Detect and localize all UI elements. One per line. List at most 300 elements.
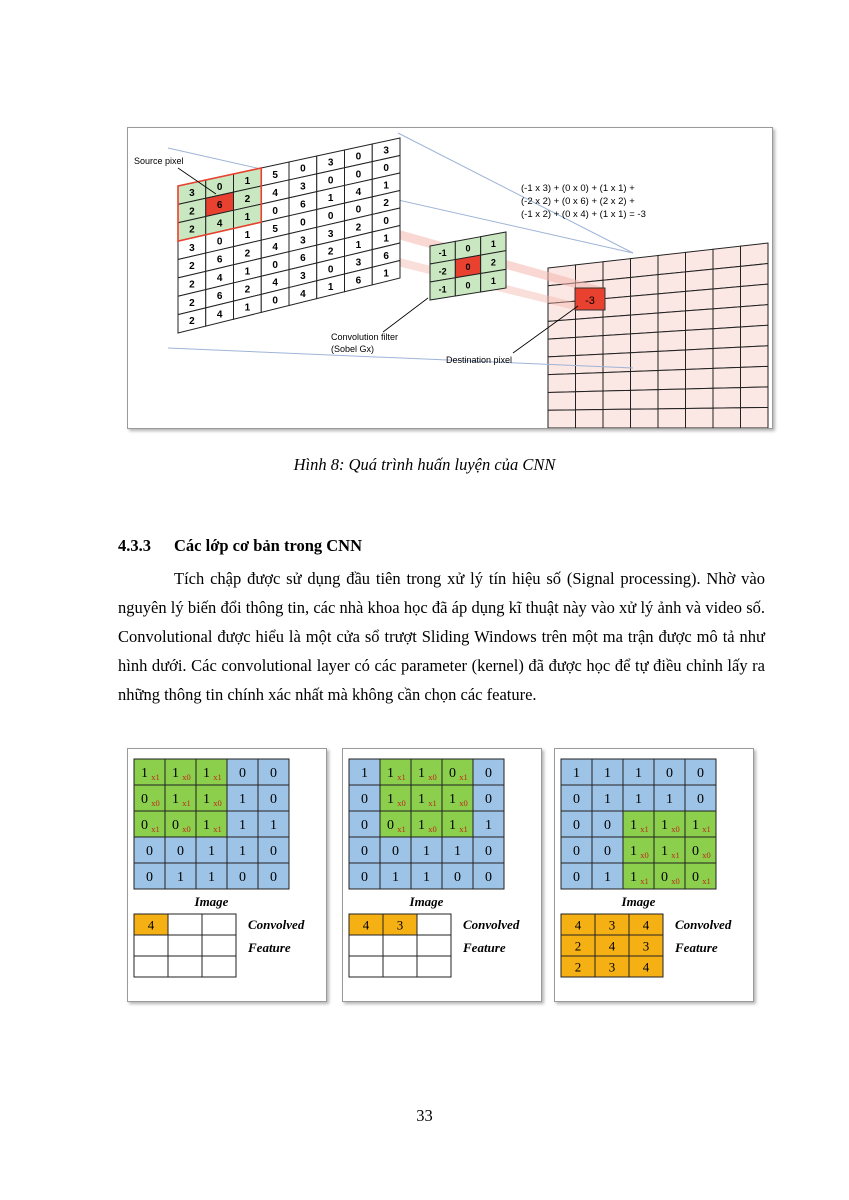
source-grid-value: 0 [383, 215, 389, 227]
source-grid-value: 5 [272, 169, 278, 181]
source-grid-value: 4 [216, 272, 223, 284]
image-matrix-cell [654, 811, 685, 837]
feature-value: 2 [574, 938, 582, 954]
feature-value: 4 [574, 917, 582, 933]
destination-grid-cell [741, 325, 769, 347]
feature-cell [417, 914, 451, 935]
source-grid-value: 5 [272, 223, 278, 235]
feature-value: 4 [642, 917, 650, 933]
destination-grid-cell [713, 388, 741, 409]
source-grid-value: 1 [244, 302, 251, 314]
image-matrix-value: 1 [239, 818, 246, 833]
image-matrix-value: 1 [361, 766, 368, 781]
kernel-weight: x0 [428, 824, 437, 834]
image-matrix-value: 1 [418, 818, 425, 833]
source-grid-value: 1 [244, 212, 251, 224]
image-matrix-cell [654, 837, 685, 863]
image-matrix-cell [134, 759, 165, 785]
image-matrix-value: 0 [361, 792, 368, 807]
destination-grid-cell [658, 350, 686, 371]
image-matrix-cell [411, 785, 442, 811]
destination-value: -3 [585, 295, 595, 307]
image-matrix-value: 0 [485, 870, 492, 885]
source-grid-value: 0 [327, 264, 334, 276]
image-matrix-cell [134, 785, 165, 811]
image-matrix-value: 1 [635, 766, 642, 781]
kernel-weight: x0 [459, 798, 468, 808]
kernel-weight: x1 [640, 824, 649, 834]
image-matrix-value: 1 [203, 792, 210, 807]
feature-cell [417, 935, 451, 956]
image-matrix-value: 1 [635, 792, 642, 807]
filter-grid-value: -1 [438, 248, 447, 259]
image-matrix-value: 1 [573, 766, 580, 781]
kernel-weight: x0 [640, 850, 649, 860]
kernel-weight: x0 [213, 798, 222, 808]
destination-grid-cell [713, 347, 741, 368]
kernel-weight: x0 [397, 798, 406, 808]
feature-value: 3 [642, 938, 650, 954]
source-grid-value: 2 [189, 316, 195, 328]
destination-grid-cell [548, 374, 576, 393]
source-grid-value: 6 [300, 199, 306, 211]
feature-value: 3 [608, 917, 616, 933]
image-matrix-value: 0 [449, 766, 456, 781]
destination-grid-cell [686, 289, 714, 311]
image-matrix-value: 0 [361, 870, 368, 885]
destination-grid-cell [741, 407, 769, 428]
image-matrix-cell [685, 837, 716, 863]
destination-grid-cell [603, 315, 631, 336]
image-matrix-value: 0 [573, 844, 580, 859]
destination-grid-cell [576, 354, 604, 374]
image-matrix-value: 1 [239, 844, 246, 859]
convolution-step-panel-3 [554, 748, 754, 1002]
source-grid-value: 2 [189, 261, 195, 273]
source-grid-value: 0 [327, 175, 334, 187]
destination-grid-cell [631, 390, 659, 410]
filter-grid-value: -2 [438, 266, 447, 277]
destination-grid-cell [548, 410, 576, 428]
source-grid-value: 4 [272, 187, 278, 199]
image-matrix-cell [165, 785, 196, 811]
destination-grid-cell [576, 410, 604, 428]
convolved-label: Convolved [248, 917, 305, 932]
destination-grid-cell [631, 351, 659, 371]
destination-grid-cell [658, 291, 686, 313]
feature-value: 4 [362, 917, 370, 933]
destination-grid-cell [576, 373, 604, 392]
destination-grid-cell [741, 264, 769, 287]
destination-grid-cell [686, 408, 714, 428]
feature-value: 4 [147, 917, 155, 933]
image-matrix-cell [196, 811, 227, 837]
image-matrix-value: 1 [449, 792, 456, 807]
destination-grid-cell [603, 353, 631, 373]
source-grid-value: 0 [272, 259, 278, 271]
image-matrix-cell [623, 811, 654, 837]
source-grid-value: 6 [216, 254, 223, 266]
image-matrix-value: 0 [573, 818, 580, 833]
feature-cell [168, 914, 202, 935]
image-matrix-value: 1 [239, 792, 246, 807]
image-matrix-value: 1 [387, 766, 394, 781]
image-matrix-cell [685, 811, 716, 837]
image-matrix-value: 1 [208, 844, 215, 859]
source-grid-value: 4 [300, 288, 306, 300]
source-grid-value: 1 [383, 180, 389, 192]
image-matrix-value: 0 [666, 766, 673, 781]
source-grid-value: 3 [300, 181, 306, 193]
source-grid-value: 2 [244, 193, 251, 205]
image-matrix-value: 0 [697, 792, 704, 807]
destination-grid-cell [686, 329, 714, 350]
filter-grid-value: 0 [465, 280, 471, 291]
image-matrix-cell [442, 759, 473, 785]
source-grid-value: 2 [383, 198, 389, 210]
source-grid-value: 2 [355, 222, 362, 234]
source-grid-value: 1 [383, 268, 389, 280]
kernel-weight: x1 [397, 772, 406, 782]
destination-grid-cell [713, 246, 741, 269]
source-grid-value: 2 [189, 297, 195, 309]
source-grid-value: 1 [244, 175, 251, 187]
destination-grid-cell [603, 372, 631, 392]
filter-sublabel: (Sobel Gx) [331, 344, 375, 354]
source-grid-value: 4 [272, 277, 278, 289]
image-matrix-value: 0 [485, 766, 492, 781]
destination-grid-cell [631, 294, 659, 315]
destination-grid-cell [631, 409, 659, 428]
kernel-weight: x1 [671, 850, 680, 860]
image-matrix-value: 1 [423, 844, 430, 859]
image-matrix-value: 1 [141, 766, 148, 781]
image-matrix-cell [442, 811, 473, 837]
source-grid-value: 2 [327, 246, 334, 258]
feature-cell [383, 935, 417, 956]
kernel-weight: x1 [151, 772, 160, 782]
source-grid-value: 4 [216, 218, 223, 230]
destination-grid-cell [658, 330, 686, 351]
image-matrix-value: 0 [270, 870, 277, 885]
image-matrix-cell [380, 759, 411, 785]
destination-grid-cell [603, 409, 631, 428]
image-matrix-value: 0 [270, 792, 277, 807]
source-grid [178, 138, 400, 333]
source-grid-value: 3 [327, 228, 334, 240]
image-matrix-value: 1 [630, 818, 637, 833]
image-matrix-value: 0 [697, 766, 704, 781]
panel-diagram [555, 749, 753, 1001]
kernel-weight: x1 [459, 772, 468, 782]
image-matrix-cell [654, 863, 685, 889]
image-matrix-value: 1 [172, 792, 179, 807]
source-grid-value: 4 [272, 241, 278, 253]
image-matrix-value: 0 [573, 870, 580, 885]
image-matrix-value: 1 [270, 818, 277, 833]
feature-cell [202, 956, 236, 977]
feature-label: Feature [675, 940, 718, 955]
destination-grid-cell [686, 349, 714, 370]
equation-line-3: (-1 x 2) + (0 x 4) + (1 x 1) = -3 [521, 209, 646, 220]
image-matrix-value: 1 [387, 792, 394, 807]
filter-grid-value: 1 [490, 276, 496, 287]
feature-value: 3 [608, 959, 616, 975]
destination-grid-cell [603, 390, 631, 409]
destination-grid-cell [686, 249, 714, 272]
paragraph-text: Tích chập được sử dụng đầu tiên trong xử lý tín hiệu số (Signal processing). Nhờ vào nguyên lý biến đổi thông tin, các nhà khoa học đã áp dụng kĩ thuật này vào xử lý ảnh và video số. Convolutional được hiểu là một cửa sổ trượt Sliding Windows trên một ma trận được mô tả như hình dưới. Các convolutional layer có các parameter (kernel) đã được học để tự điều chỉnh lấy ra những thông tin chính xác nhất mà không cần chọn các feature. [118, 569, 765, 704]
panel-diagram [128, 749, 326, 1001]
destination-grid-cell [658, 408, 686, 428]
destination-grid-cell [603, 259, 631, 281]
source-grid-value: 2 [189, 279, 195, 291]
image-matrix-value: 0 [141, 818, 148, 833]
kernel-weight: x0 [671, 876, 680, 886]
image-matrix-cell [442, 785, 473, 811]
image-matrix-value: 0 [146, 870, 153, 885]
image-matrix-value: 0 [270, 766, 277, 781]
filter-grid-value: -1 [438, 284, 447, 295]
destination-grid-cell [631, 256, 659, 278]
feature-cell [349, 935, 383, 956]
image-matrix-value: 0 [239, 870, 246, 885]
kernel-weight: x1 [213, 772, 222, 782]
image-matrix-value: 0 [361, 818, 368, 833]
feature-cell [168, 935, 202, 956]
image-matrix-value: 0 [692, 870, 699, 885]
convolution-step-panel-2 [342, 748, 542, 1002]
convolution-diagram [128, 128, 772, 428]
destination-grid-cell [658, 311, 686, 332]
image-matrix-value: 0 [661, 870, 668, 885]
image-matrix-cell [623, 863, 654, 889]
destination-grid-cell [713, 327, 741, 349]
kernel-weight: x1 [397, 824, 406, 834]
source-grid-value: 4 [216, 309, 223, 321]
destination-grid-cell [658, 369, 686, 389]
image-matrix-value: 0 [485, 792, 492, 807]
source-grid-value: 1 [355, 239, 362, 251]
source-grid-value: 1 [383, 233, 389, 245]
kernel-weight: x1 [428, 798, 437, 808]
equation-line-2: (-2 x 2) + (0 x 6) + (2 x 2) + [521, 196, 635, 207]
image-matrix-value: 1 [630, 870, 637, 885]
destination-grid-cell [686, 269, 714, 291]
kernel-weight: x1 [151, 824, 160, 834]
destination-grid-cell [741, 284, 769, 307]
image-matrix-value: 0 [239, 766, 246, 781]
destination-grid-cell [686, 368, 714, 389]
destination-grid-cell [603, 296, 631, 317]
kernel-weight: x0 [671, 824, 680, 834]
source-grid-value: 3 [300, 235, 306, 247]
image-matrix-value: 0 [573, 792, 580, 807]
destination-grid-cell [548, 392, 576, 410]
feature-cell [134, 956, 168, 977]
image-matrix-value: 0 [604, 818, 611, 833]
image-matrix-value: 0 [177, 844, 184, 859]
image-matrix-value: 0 [141, 792, 148, 807]
image-matrix-value: 0 [146, 844, 153, 859]
source-grid-value: 6 [216, 200, 223, 212]
source-grid-value: 0 [272, 205, 278, 217]
section-title: Các lớp cơ bản trong CNN [174, 536, 363, 555]
body-paragraph [118, 564, 765, 709]
filter-grid-value: 2 [490, 257, 496, 268]
source-grid-value: 0 [300, 163, 306, 175]
page-number: 33 [416, 1106, 433, 1125]
source-grid-value: 2 [189, 206, 195, 218]
feature-cell [168, 956, 202, 977]
image-matrix-cell [196, 785, 227, 811]
source-grid-value: 6 [300, 253, 306, 265]
destination-grid-cell [631, 332, 659, 353]
destination-grid-cell [576, 317, 604, 337]
feature-value: 3 [396, 917, 404, 933]
feature-cell [202, 914, 236, 935]
source-grid-value: 0 [216, 236, 223, 248]
destination-grid-cell [713, 408, 741, 428]
destination-grid-cell [713, 307, 741, 329]
image-matrix-value: 1 [208, 870, 215, 885]
cnn-convolution-figure [127, 127, 773, 429]
destination-grid-cell [548, 319, 576, 339]
feature-cell [417, 956, 451, 977]
convolved-label: Convolved [463, 917, 520, 932]
kernel-weight: x0 [182, 824, 191, 834]
source-pixel-label: Source pixel [134, 156, 184, 166]
kernel-weight: x0 [702, 850, 711, 860]
image-matrix-value: 0 [454, 870, 461, 885]
destination-grid-cell [576, 391, 604, 410]
source-grid-value: 1 [244, 230, 251, 242]
kernel-weight: x1 [213, 824, 222, 834]
image-matrix-cell [411, 811, 442, 837]
image-matrix-value: 0 [270, 844, 277, 859]
kernel-weight: x0 [151, 798, 160, 808]
source-grid-value: 0 [327, 211, 334, 223]
image-matrix-value: 1 [485, 818, 492, 833]
image-matrix-cell [196, 759, 227, 785]
image-matrix-cell [685, 863, 716, 889]
source-grid-value: 6 [355, 275, 362, 287]
source-grid-value: 0 [272, 295, 278, 307]
image-matrix-cell [411, 759, 442, 785]
source-grid-value: 0 [355, 204, 362, 216]
destination-grid-cell [686, 388, 714, 408]
image-matrix-value: 1 [454, 844, 461, 859]
image-matrix-value: 1 [203, 818, 210, 833]
source-grid-value: 3 [189, 242, 195, 254]
kernel-weight: x1 [459, 824, 468, 834]
kernel-weight: x0 [182, 772, 191, 782]
filter-grid-value: 0 [465, 243, 471, 254]
destination-grid-cell [741, 305, 769, 327]
image-matrix-cell [623, 837, 654, 863]
image-matrix-cell [165, 759, 196, 785]
image-matrix-value: 1 [418, 766, 425, 781]
feature-value: 2 [574, 959, 582, 975]
feature-value: 4 [642, 959, 650, 975]
destination-grid-cell [658, 252, 686, 274]
image-label: Image [409, 894, 444, 909]
convolved-label: Convolved [675, 917, 732, 932]
destination-grid-cell [658, 389, 686, 409]
image-matrix-value: 1 [449, 818, 456, 833]
kernel-weight: x1 [640, 876, 649, 886]
image-matrix-value: 1 [604, 870, 611, 885]
filter-label: Convolution filter [331, 332, 399, 342]
source-grid-value: 2 [189, 224, 195, 236]
image-matrix-cell [134, 811, 165, 837]
image-matrix-value: 0 [387, 818, 394, 833]
source-grid-value: 0 [355, 151, 362, 163]
feature-cell [383, 956, 417, 977]
destination-grid-cell [631, 313, 659, 334]
feature-value: 4 [608, 938, 616, 954]
image-matrix-value: 1 [666, 792, 673, 807]
image-matrix-value: 1 [172, 766, 179, 781]
image-matrix-value: 0 [172, 818, 179, 833]
destination-grid-cell [713, 367, 741, 388]
kernel-weight: x1 [702, 824, 711, 834]
image-matrix-cell [165, 811, 196, 837]
destination-grid-cell [741, 243, 769, 266]
image-matrix-value: 1 [604, 766, 611, 781]
image-matrix-value: 1 [604, 792, 611, 807]
source-grid-value: 6 [383, 250, 389, 262]
source-grid-value: 2 [244, 248, 251, 260]
source-grid-value: 3 [355, 257, 362, 269]
equation-line-1: (-1 x 3) + (0 x 0) + (1 x 1) + [521, 183, 635, 194]
source-grid-value: 1 [327, 282, 334, 294]
destination-pixel-label: Destination pixel [446, 355, 513, 365]
image-matrix-value: 0 [692, 844, 699, 859]
section-heading [118, 536, 362, 556]
source-grid-value: 4 [355, 186, 362, 198]
source-grid-value: 0 [216, 181, 223, 193]
image-matrix-value: 1 [177, 870, 184, 885]
figure-caption: Hình 8: Quá trình huấn luyện của CNN [293, 455, 556, 474]
destination-grid-cell [713, 266, 741, 289]
image-matrix-value: 1 [661, 818, 668, 833]
convolution-step-panel-1 [127, 748, 327, 1002]
image-matrix-value: 1 [392, 870, 399, 885]
source-grid-value: 1 [327, 193, 334, 205]
feature-label: Feature [463, 940, 506, 955]
image-matrix-cell [380, 811, 411, 837]
destination-grid-cell [576, 262, 604, 283]
feature-cell [134, 935, 168, 956]
kernel-weight: x1 [702, 876, 711, 886]
source-grid-value: 3 [327, 157, 334, 169]
image-matrix-value: 0 [485, 844, 492, 859]
destination-grid-cell [603, 277, 631, 298]
image-label: Image [194, 894, 229, 909]
image-matrix-value: 0 [361, 844, 368, 859]
destination-grid-cell [741, 346, 769, 368]
image-matrix-value: 1 [423, 870, 430, 885]
feature-cell [202, 935, 236, 956]
feature-label: Feature [248, 940, 291, 955]
source-grid-value: 3 [189, 187, 195, 199]
filter-grid-value: 0 [465, 261, 471, 272]
image-matrix-value: 0 [604, 844, 611, 859]
destination-grid-cell [603, 334, 631, 354]
destination-grid-cell [741, 387, 769, 408]
destination-grid-cell [713, 287, 741, 309]
destination-grid-cell [631, 275, 659, 297]
